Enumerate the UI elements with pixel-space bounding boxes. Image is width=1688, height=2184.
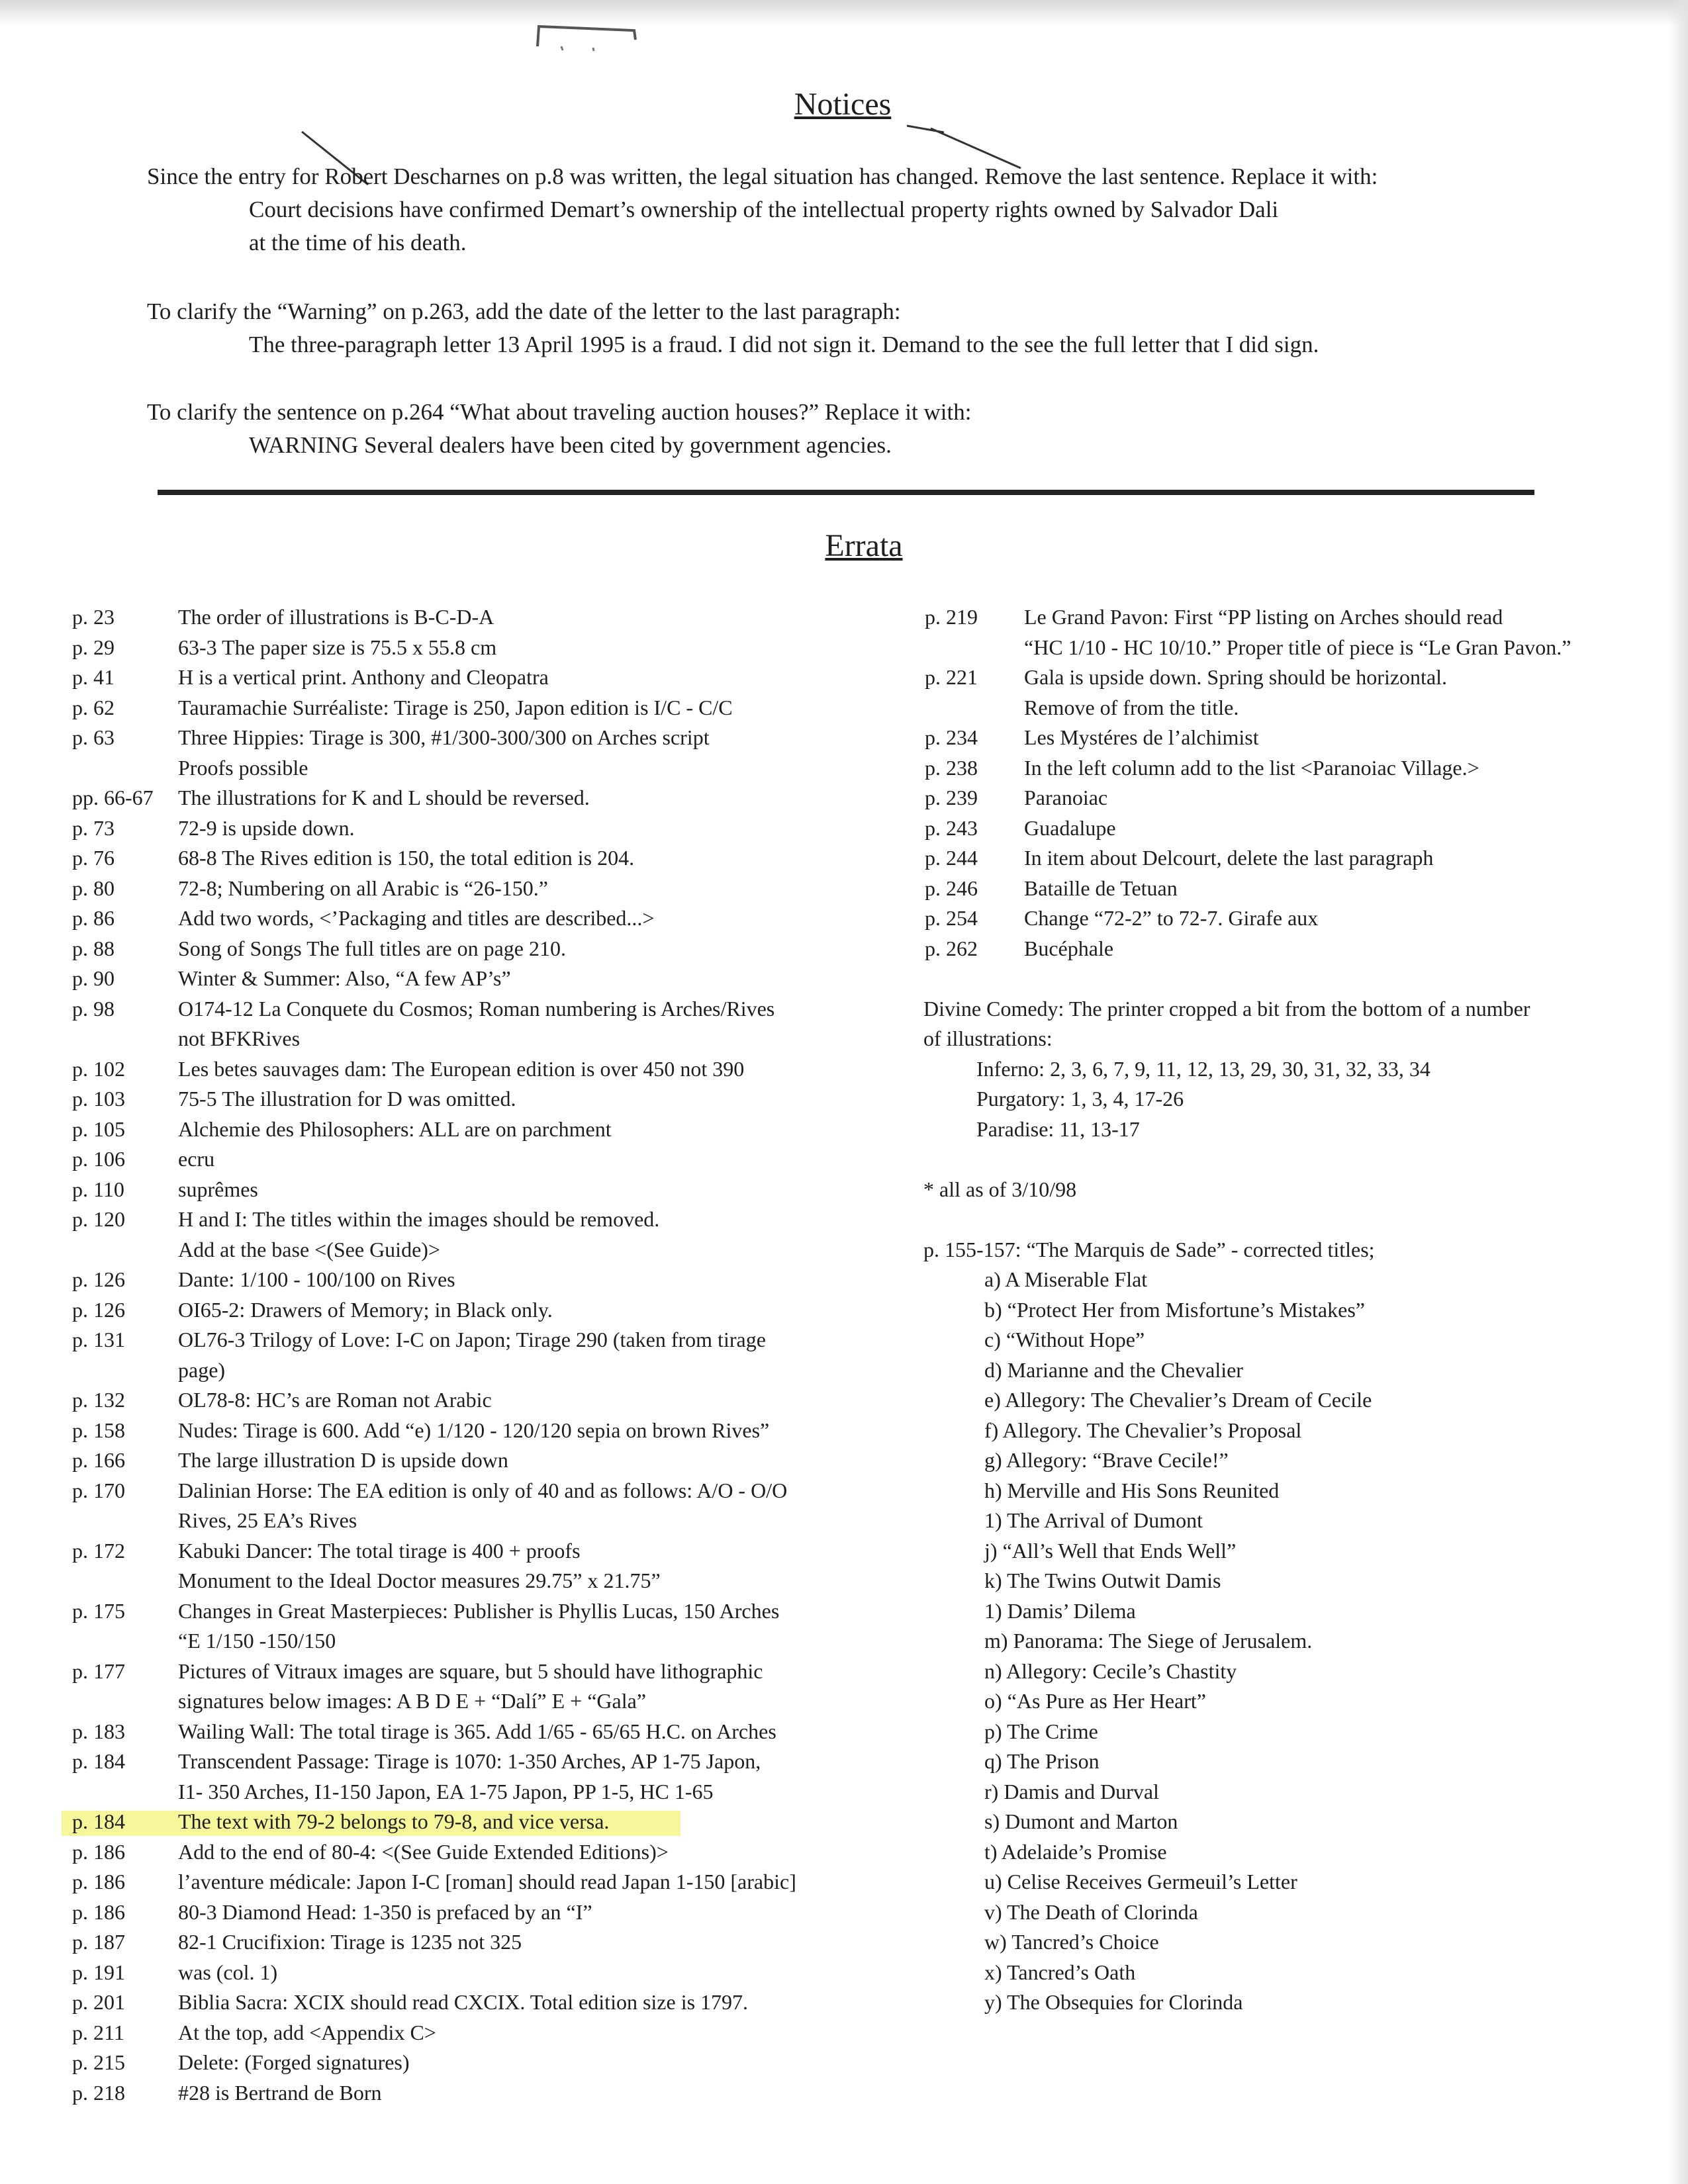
errata-entry [70,1416,890,1446]
errata-page-ref: p. 120 [72,1207,125,1231]
errata-entry [70,1807,890,1837]
errata-page-ref: p. 211 [72,2020,124,2044]
errata-entry [923,813,1658,844]
errata-correction-line: Delete: (Forged signatures) [178,2050,410,2074]
sade-title: d) Marianne and the Chevalier [984,1357,1243,1382]
errata-correction [178,1596,890,1657]
errata-correction [178,693,890,723]
sade-title: g) Allegory: “Brave Cecile!” [984,1448,1229,1472]
errata-correction [178,1657,890,1717]
errata-correction [178,1927,890,1958]
errata-page-ref: p. 23 [72,605,115,629]
errata-entry [70,964,890,994]
errata-correction-line: 68-8 The Rives edition is 150, the total edition is 204. [178,846,635,870]
errata-correction-line: 80-3 Diamond Head: 1-350 is prefaced by an “I” [178,1899,592,1924]
errata-entry [70,1897,890,1928]
errata-correction-line: Add to the end of 80-4: <(See Guide Extended Editions)> [178,1839,669,1864]
sade-title: e) Allegory: The Chevalier’s Dream of Cecile [984,1388,1372,1412]
errata-page-ref: pp. 66-67 [72,786,154,809]
sade-title: r) Damis and Durval [984,1779,1159,1803]
errata-correction [1024,874,1658,904]
errata-page-ref: p. 29 [72,635,115,659]
errata-correction-line: Add at the base <(See Guide)> [178,1237,440,1261]
errata-entry [923,903,1658,934]
divine-comedy-item: Inferno: 2, 3, 6, 7, 9, 11, 12, 13, 29, 30, 31, 32, 33, 34 [976,1056,1430,1081]
notice-replacement-line: The three-paragraph letter 13 April 1995 is a fraud. I did not sign it. Demand to the see the full letter that I did sign. [249,332,1319,357]
errata-heading: Errata [825,528,903,563]
errata-correction-line: Gala is upside down. Spring should be horizontal. [1024,665,1448,689]
sade-title: v) The Death of Clorinda [984,1899,1198,1924]
errata-correction-line: Dalinian Horse: The EA edition is only of 40 and as follows: A/O - O/O [178,1478,788,1502]
errata-correction-line: Proofs possible [178,755,308,780]
errata-page-ref: p. 221 [925,665,978,689]
errata-page-ref: p. 73 [72,815,115,840]
errata-correction-line: Alchemie des Philosophers: ALL are on parchment [178,1116,612,1141]
errata-correction-line: Transcendent Passage: Tirage is 1070: 1-350 Arches, AP 1-75 Japon, [178,1749,761,1773]
errata-correction-line: Three Hippies: Tirage is 300, #1/300-300/300 on Arches script [178,725,710,749]
notice-replacement-line: at the time of his death. [249,230,467,255]
errata-page-ref: p. 110 [72,1177,124,1201]
errata-entry [923,874,1658,904]
errata-correction-line: “HC 1/10 - HC 10/10.” Proper title of piece is “Le Gran Pavon.” [1024,635,1571,659]
errata-correction-line: Biblia Sacra: XCIX should read CXCIX. Total edition size is 1797. [178,1990,749,2014]
errata-entry [70,723,890,783]
errata-entry [923,662,1658,723]
errata-entry [923,723,1658,753]
sade-title: 1) Damis’ Dilema [984,1598,1136,1623]
errata-page-ref: p. 106 [72,1147,125,1171]
errata-page-ref: p. 131 [72,1328,125,1351]
errata-correction [1024,934,1658,964]
sade-title: h) Merville and His Sons Reunited [984,1478,1280,1502]
errata-correction [178,633,890,663]
notice-replacement-line: WARNING Several dealers have been cited by government agencies. [249,432,892,458]
errata-correction [1024,602,1658,662]
errata-correction-line: Change “72-2” to 72-7. Girafe aux [1024,906,1319,930]
errata-entry [70,693,890,723]
notice-auction-houses [147,396,1570,462]
errata-page-ref: p. 76 [72,846,115,870]
errata-entry [70,1175,890,1205]
errata-correction [178,1445,890,1476]
errata-correction [178,1747,890,1807]
errata-entry [70,1144,890,1175]
errata-correction [178,1115,890,1145]
errata-entry [70,1596,890,1657]
errata-correction-line: 72-9 is upside down. [178,815,355,840]
notice-warning [147,295,1570,361]
errata-right-column [923,602,1658,2018]
errata-correction-line: signatures below images: A B D E + “Dalí” E + “Gala” [178,1689,647,1713]
errata-correction-line: Le Grand Pavon: First “PP listing on Arches should read [1024,605,1503,629]
sade-title: q) The Prison [984,1749,1100,1773]
errata-correction [178,964,890,994]
errata-entry [70,662,890,693]
errata-page-ref: p. 132 [72,1388,125,1412]
errata-entry [70,2078,890,2109]
errata-correction-line: ecru [178,1147,215,1171]
errata-correction-line: Monument to the Ideal Doctor measures 29.75” x 21.75” [178,1569,661,1592]
errata-correction [178,1175,890,1205]
errata-page-ref: p. 105 [72,1116,125,1141]
errata-page-ref: p. 41 [72,665,115,689]
errata-page-ref: p. 158 [72,1418,125,1442]
errata-page-ref: p. 239 [925,786,978,809]
errata-correction [178,1295,890,1326]
errata-page-ref: p. 243 [925,815,978,840]
errata-correction-line: 63-3 The paper size is 75.5 x 55.8 cm [178,635,497,659]
errata-entry [70,1445,890,1476]
errata-correction [178,602,890,633]
errata-correction-line: Les betes sauvages dam: The European edition is over 450 not 390 [178,1056,745,1081]
errata-correction [178,2018,890,2048]
errata-page-ref: p. 172 [72,1538,125,1563]
errata-page-ref: p. 186 [72,1870,125,1893]
errata-entry [70,1958,890,1988]
errata-correction-line: Paranoiac [1024,786,1108,809]
errata-correction [178,1476,890,1536]
errata-entry [70,1927,890,1958]
errata-correction [178,1084,890,1115]
errata-correction-line: At the top, add <Appendix C> [178,2020,436,2044]
errata-page-ref: p. 62 [72,695,115,719]
errata-entry [70,1867,890,1897]
errata-correction-line: Nudes: Tirage is 600. Add “e) 1/120 - 120/120 sepia on brown Rives” [178,1418,770,1442]
errata-page-ref: p. 98 [72,996,115,1021]
errata-entry [70,1325,890,1385]
sade-heading: p. 155-157: “The Marquis de Sade” - corrected titles; [923,1237,1375,1261]
section-divider [158,490,1534,495]
errata-correction [178,843,890,874]
errata-entry [70,1987,890,2018]
scan-edge-top [0,0,1688,26]
errata-correction [178,1837,890,1868]
errata-correction-line: Kabuki Dancer: The total tirage is 400 + proofs [178,1538,581,1563]
errata-page-ref: p. 166 [72,1448,125,1472]
errata-correction [178,1897,890,1928]
errata-entry [70,1747,890,1807]
errata-entry [923,602,1658,662]
errata-correction [178,903,890,934]
errata-page-ref: p. 262 [925,936,978,960]
errata-correction-line: “E 1/150 -150/150 [178,1629,336,1653]
errata-entry [70,903,890,934]
errata-correction-line: Dante: 1/100 - 100/100 on Rives [178,1267,455,1291]
errata-correction-line: The order of illustrations is B-C-D-A [178,605,494,629]
notice-replacement-line: Court decisions have confirmed Demart’s ownership of the intellectual property rights owned by Salvador Dali [249,197,1279,222]
errata-correction [178,1205,890,1265]
errata-correction-line: In the left column add to the list <Paranoiac Village.> [1024,755,1479,780]
sade-title: m) Panorama: The Siege of Jerusalem. [984,1629,1313,1653]
sade-title: u) Celise Receives Germeuil’s Letter [984,1870,1297,1893]
errata-left-column [70,602,890,2108]
errata-correction-line: The large illustration D is upside down [178,1448,508,1472]
errata-correction-line: l’aventure médicale: Japon I-C [roman] should read Japan 1-150 [arabic] [178,1870,796,1893]
sade-title: 1) The Arrival of Dumont [984,1508,1203,1532]
errata-page-ref: p. 126 [72,1297,125,1322]
errata-entry [70,1205,890,1265]
errata-entry [70,843,890,874]
divine-comedy-item: Paradise: 11, 13-17 [976,1116,1140,1141]
errata-entry [70,1657,890,1717]
errata-correction [1024,783,1658,813]
errata-correction [178,1807,890,1837]
errata-correction-line: O174-12 La Conquete du Cosmos; Roman numbering is Arches/Rives [178,996,775,1021]
errata-entry [70,2048,890,2078]
errata-page-ref: p. 201 [72,1990,125,2014]
sade-title: o) “As Pure as Her Heart” [984,1689,1206,1713]
errata-page-ref: p. 238 [925,755,978,780]
errata-correction-line: Add two words, <’Packaging and titles are described...> [178,906,655,930]
errata-page-ref: p. 234 [925,725,978,749]
errata-page-ref: p. 102 [72,1056,125,1081]
errata-entry [70,1054,890,1085]
errata-entry [70,934,890,964]
errata-page-ref: p. 90 [72,966,115,990]
errata-entry [70,1837,890,1868]
errata-page-ref: p. 183 [72,1719,125,1743]
errata-correction-line: Rives, 25 EA’s Rives [178,1508,357,1532]
errata-correction-line: 82-1 Crucifixion: Tirage is 1235 not 325 [178,1930,522,1954]
errata-correction [178,1958,890,1988]
errata-entry [70,633,890,663]
errata-page-ref: p. 244 [925,846,978,870]
errata-correction [178,1325,890,1385]
errata-correction [178,1987,890,2018]
errata-page-ref: p. 254 [925,906,978,930]
errata-correction-line: H and I: The titles within the images should be removed. [178,1207,660,1231]
errata-correction-line: The illustrations for K and L should be reversed. [178,786,590,809]
errata-correction-line: Bucéphale [1024,936,1114,960]
errata-correction [178,1054,890,1085]
errata-page-ref: p. 219 [925,605,978,629]
errata-correction [178,813,890,844]
sade-title: n) Allegory: Cecile’s Chastity [984,1659,1237,1683]
errata-entry [70,1115,890,1145]
errata-correction-line: Changes in Great Masterpieces: Publisher is Phyllis Lucas, 150 Arches [178,1598,780,1623]
notice-lead: To clarify the sentence on p.264 “What about traveling auction houses?” Replace it with: [147,399,972,425]
errata-correction-line: Guadalupe [1024,815,1116,840]
errata-page-ref: p. 170 [72,1478,125,1502]
errata-entry [923,753,1658,784]
sade-title: b) “Protect Her from Misfortune’s Mistakes” [984,1297,1365,1322]
sade-title: x) Tancred’s Oath [984,1960,1136,1984]
errata-correction-line: Tauramachie Surréaliste: Tirage is 250, Japon edition is I/C - C/C [178,695,733,719]
errata-correction-line: OI65-2: Drawers of Memory; in Black only. [178,1297,553,1322]
errata-correction-line: Wailing Wall: The total tirage is 365. Add 1/65 - 65/65 H.C. on Arches [178,1719,776,1743]
errata-page-ref: p. 218 [72,2080,125,2105]
sade-title-list [923,1265,1658,2018]
notice-lead: Since the entry for Robert Descharnes on p.8 was written, the legal situation has changed. Remove the last sentence. Replace it with: [147,163,1378,189]
errata-entry [70,1084,890,1115]
errata-correction [178,994,890,1054]
errata-entry [70,1717,890,1747]
errata-right-list [923,602,1658,964]
errata-correction-line: OL78-8: HC’s are Roman not Arabic [178,1388,492,1412]
errata-correction [1024,662,1658,723]
errata-correction [178,662,890,693]
errata-correction [178,783,890,813]
errata-entry [70,2018,890,2048]
errata-page-ref: p. 86 [72,906,115,930]
errata-correction [178,1144,890,1175]
errata-correction [1024,843,1658,874]
errata-page-ref: p. 191 [72,1960,125,1984]
divine-comedy-note: of illustrations: [923,1026,1053,1050]
sade-title: f) Allegory. The Chevalier’s Proposal [984,1418,1302,1442]
notice-lead: To clarify the “Warning” on p.263, add the date of the letter to the last paragraph: [147,298,901,324]
errata-correction [178,2048,890,2078]
sade-title: a) A Miserable Flat [984,1267,1148,1291]
errata-correction-line: 75-5 The illustration for D was omitted. [178,1087,516,1111]
errata-entry [70,1476,890,1536]
errata-page-ref: p. 177 [72,1659,125,1683]
errata-correction-line: Les Mystéres de l’alchimist [1024,725,1259,749]
errata-entry [923,934,1658,964]
errata-correction [178,1536,890,1596]
errata-correction [1024,723,1658,753]
errata-correction [1024,813,1658,844]
sade-title: c) “Without Hope” [984,1328,1145,1351]
errata-correction [178,1867,890,1897]
errata-correction-line: Song of Songs The full titles are on page 210. [178,936,566,960]
errata-correction-line: I1- 350 Arches, I1-150 Japon, EA 1-75 Japon, PP 1-5, HC 1-65 [178,1779,714,1803]
errata-entry [70,1295,890,1326]
errata-page-ref: p. 126 [72,1267,125,1291]
errata-page-ref: p. 103 [72,1087,125,1111]
errata-entry [923,843,1658,874]
errata-page-ref: p. 175 [72,1598,125,1623]
errata-page-ref: p. 186 [72,1839,125,1864]
errata-correction-line: Pictures of Vitraux images are square, but 5 should have lithographic [178,1659,763,1683]
errata-entry [70,783,890,813]
errata-correction [178,874,890,904]
sade-title: t) Adelaide’s Promise [984,1839,1167,1864]
errata-correction-line: Remove of from the title. [1024,695,1239,719]
errata-correction [1024,753,1658,784]
divine-comedy-note: Divine Comedy: The printer cropped a bit from the bottom of a number [923,996,1530,1021]
errata-correction [178,1717,890,1747]
errata-correction-line: was (col. 1) [178,1960,278,1984]
errata-entry [70,1265,890,1295]
errata-page-ref: p. 80 [72,876,115,900]
errata-correction [178,1265,890,1295]
errata-page-ref: p. 184 [72,1809,125,1833]
sade-title: s) Dumont and Marton [984,1809,1178,1833]
errata-correction-line: OL76-3 Trilogy of Love: I-C on Japon; Tirage 290 (taken from tirage [178,1328,766,1351]
as-of-note: * all as of 3/10/98 [923,1177,1077,1201]
sade-title: y) The Obsequies for Clorinda [984,1990,1243,2014]
errata-entry [70,602,890,633]
errata-correction-line: H is a vertical print. Anthony and Cleopatra [178,665,549,689]
divine-comedy-item: Purgatory: 1, 3, 4, 17-26 [976,1087,1184,1111]
errata-entry [70,813,890,844]
errata-correction-line: The text with 79-2 belongs to 79-8, and vice versa. [178,1809,610,1833]
errata-page-ref: p. 63 [72,725,115,749]
sade-title: j) “All’s Well that Ends Well” [984,1538,1237,1563]
notices-heading: Notices [794,87,892,122]
errata-page-ref: p. 215 [72,2050,125,2074]
staple-mark [535,20,641,53]
errata-correction [1024,903,1658,934]
errata-page-ref: p. 88 [72,936,115,960]
errata-page-ref: p. 186 [72,1899,125,1924]
errata-page-ref: p. 184 [72,1749,125,1773]
errata-correction-line: 72-8; Numbering on all Arabic is “26-150.” [178,876,548,900]
errata-correction-line: In item about Delcourt, delete the last paragraph [1024,846,1434,870]
errata-entry [70,1385,890,1416]
sade-title: w) Tancred’s Choice [984,1930,1159,1954]
errata-correction-line: #28 is Bertrand de Born [178,2080,382,2105]
errata-correction-line: Bataille de Tetuan [1024,876,1178,900]
errata-correction-line: suprêmes [178,1177,258,1201]
errata-correction-line: page) [178,1357,226,1382]
errata-entry [70,874,890,904]
errata-correction-line: Winter & Summer: Also, “A few AP’s” [178,966,511,990]
sade-title: k) The Twins Outwit Damis [984,1569,1221,1592]
errata-correction-line: not BFKRives [178,1026,301,1050]
sade-title: p) The Crime [984,1719,1098,1743]
notice-descharnes [147,160,1570,259]
errata-correction [178,1385,890,1416]
scan-edge-right [1668,0,1688,2184]
errata-page-ref: p. 246 [925,876,978,900]
errata-correction [178,723,890,783]
errata-correction [178,2078,890,2109]
errata-correction [178,1416,890,1446]
errata-page-ref: p. 187 [72,1930,125,1954]
errata-entry [70,994,890,1054]
errata-correction [178,934,890,964]
errata-entry [923,783,1658,813]
errata-entry [70,1536,890,1596]
